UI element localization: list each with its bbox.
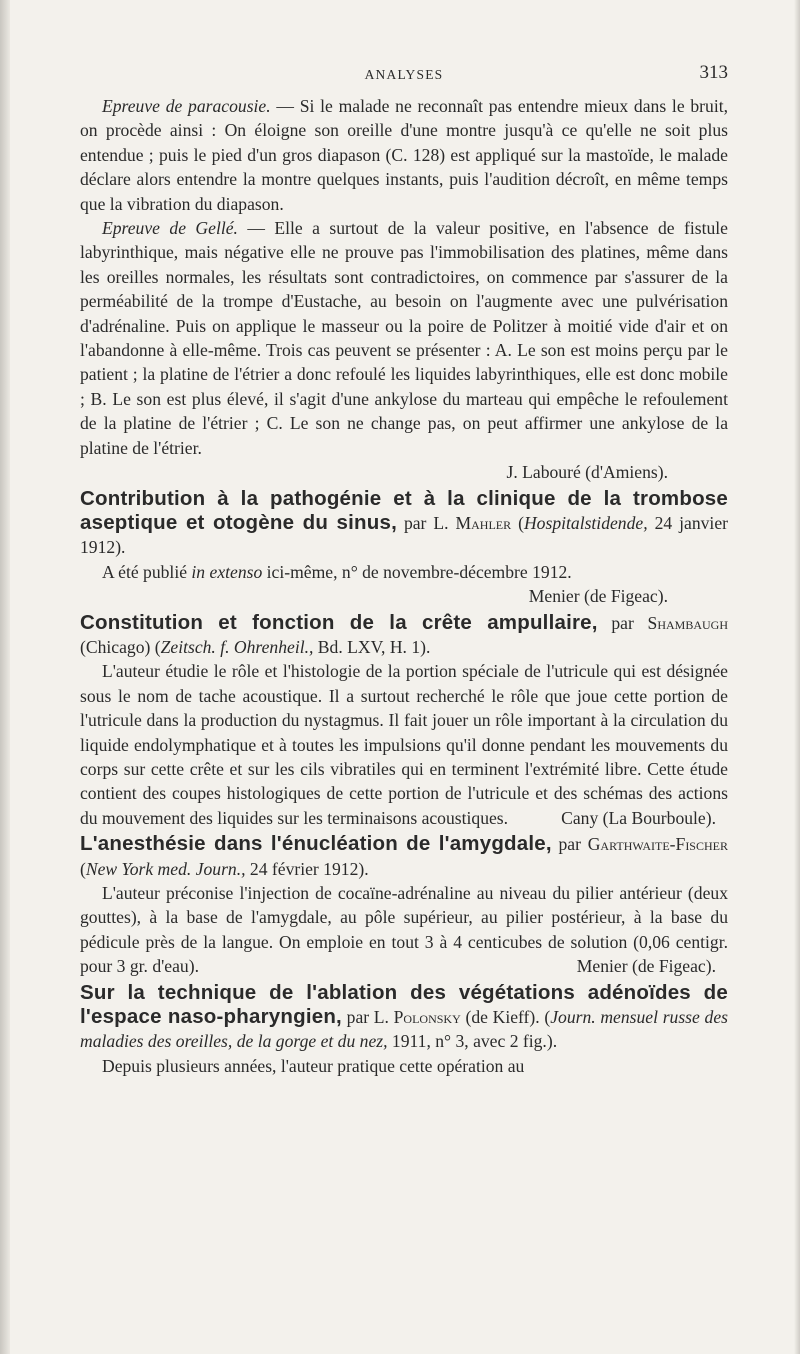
- paragraph-gelle: [80, 216, 728, 460]
- running-title: ANALYSES: [364, 67, 444, 82]
- signature-labouré: J. Labouré (d'Amiens).: [506, 462, 668, 483]
- entry-source: Hospitalstidende,: [523, 512, 648, 533]
- entry-title: Constitution et fonction de la crête ampullaire,: [80, 610, 598, 634]
- entry-author: Shambaugh: [647, 612, 729, 633]
- entry-source: Journ. mensuel russe des maladies des oreilles, de la gorge et du nez,: [80, 1007, 728, 1052]
- entry-signature: Menier (de Figeac).: [528, 586, 668, 607]
- entry-author: Mahler: [455, 512, 512, 533]
- entry-source: New York med. Journ.,: [85, 858, 246, 879]
- paragraph-paracousie: [80, 94, 728, 216]
- gelle-text: — Elle a surtout de la valeur positive, en l'absence de fistule labyrinthique, mais négative elle ne prouve pas l'immobilisation des platines, même dans les oreilles normales, les résultats sont contradictoires, on commence par s'assurer de la perméabilité de la trompe d'Eustache, au besoin on l'augmente avec une pulvérisation d'adrénaline. Puis on applique le masseur ou la poire de Politzer à moitié vide d'air et on l'abandonne à elle-même. Trois cas peuvent se présenter : A. Le son est moins perçu par le patient ; la platine de l'étrier a donc refoulé les liquides labyrinthiques, elle est donc mobile ; B. Le son est plus élevé, il s'agit d'une ankylose du marteau qui empêche le refoulement de la platine de l'étrier ; C. Le son ne change pas, on peut affirmer une ankylose de la platine de l'étrier.: [80, 218, 728, 458]
- paracousie-text: — Si le malade ne reconnaît pas entendre mieux dans le bruit, on procède ainsi : On éloigne son oreille d'une montre jusqu'à ce qu'elle ne soit plus entendue ; puis le pied d'un gros diapason (C. 128) est appliqué sur la mastoïde, le malade déclare alors entendre la montre quelques instants, puis l'audition décroît, en même temps que la vibration du diapason.: [80, 96, 729, 214]
- entry-body: Depuis plusieurs années, l'auteur pratique cette opération au: [102, 1055, 525, 1076]
- entry-author: Garthwaite-Fischer: [587, 834, 728, 855]
- entry-title: L'anesthésie dans l'énucléation de l'amygdale,: [80, 832, 552, 856]
- entry-title: Sur la technique de l'ablation des végétations adénoïdes de l'espace naso-pharyngien,: [80, 980, 728, 1029]
- entry-amygdale: L'anesthésie dans l'énucléation de l'amygdale, par Garthwaite-Fischer (New York med. Journ., 24 février 1912).: [80, 832, 728, 879]
- entry-body: A été publié in extenso ici-même, n° de novembre-décembre 1912.: [102, 561, 572, 582]
- entry-vegetations: Sur la technique de l'ablation des végétations adénoïdes de l'espace naso-pharyngien, par L. Polonsky (de Kieff). (Journ. mensuel russe des maladies des oreilles, de la gorge et du nez, 1911, n° 3, avec 2 fig.).: [80, 980, 728, 1052]
- paracousie-label: Epreuve de paracousie.: [102, 96, 271, 116]
- running-header: [80, 62, 728, 86]
- entry-title: Contribution à la pathogénie et à la clinique de la trombose aseptique et otogène du sinus,: [80, 486, 728, 534]
- entry-body: L'auteur préconise l'injection de cocaïne-adrénaline au niveau du pilier antérieur (deux gouttes), à la base de l'amygdale, au pôle supérieur, au pilier postérieur, à la base du pédicule près de la langue. On emploie en tout 3 à 4 centicubes de solution (0,06 centigr. pour 3 gr. d'eau). Menier (de Figeac).: [80, 881, 728, 979]
- entry-signature: Menier (de Figeac).: [576, 956, 716, 977]
- entry-source: Zeitsch. f. Ohrenheil.,: [160, 636, 314, 657]
- page-number: 313: [699, 62, 728, 83]
- entry-crete-ampullaire: Constitution et fonction de la crête ampullaire, par Shambaugh (Chicago) (Zeitsch. f. Ohrenheil., Bd. LXV, H. 1).: [80, 610, 729, 657]
- page-edge-left: [0, 0, 10, 1354]
- page-edge-right: [794, 0, 800, 1354]
- entry-author: Polonsky: [393, 1007, 461, 1028]
- gelle-label: Epreuve de Gellé.: [102, 218, 238, 239]
- entry-body: L'auteur étudie le rôle et l'histologie de la portion spéciale de l'utricule qui est désignée sous le nom de tache acoustique. Il a surtout recherché le rôle que joue cette portion de l'utricule dans la production du nystagmus. Il fait jouer un rôle important à la circulation du liquide endolymphatique et à toutes les impulsions qu'il donne pendant les mouvements du corps sur cette crête et sur les cils vibratiles qui en terminent l'extrémité libre. Cette étude contient des coupes histologiques de cette portion de l'utricule et des schémas des actions du mouvement des liquides sur les terminaisons acoustiques. Cany (La Bourboule).: [80, 659, 728, 830]
- document-page: [80, 62, 728, 1078]
- entry-signature: Cany (La Bourboule).: [561, 807, 716, 828]
- entry-trombose: Contribution à la pathogénie et à la clinique de la trombose aseptique et otogène du sinus, par L. Mahler (Hospitalstidende, 24 janvier 1912).: [80, 486, 728, 558]
